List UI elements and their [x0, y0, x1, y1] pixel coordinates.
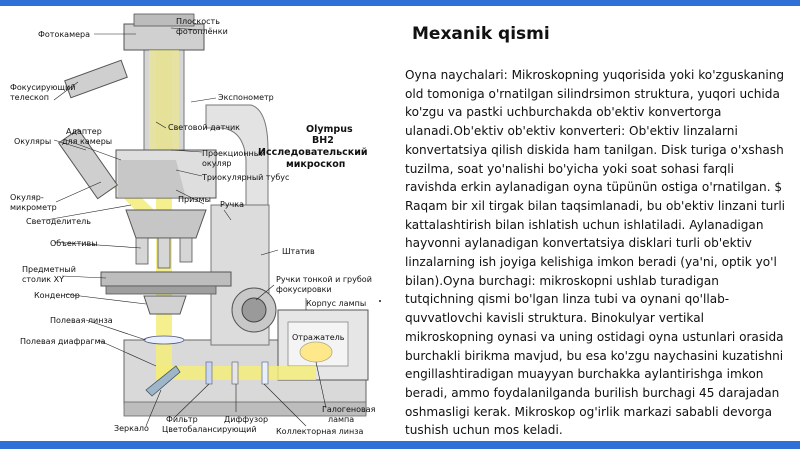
label-collector: Коллекторная линза	[276, 427, 364, 436]
label-focus-tele-1: Фокусирующий	[10, 83, 76, 92]
label-adapter-1: Адаптер	[66, 127, 102, 136]
objective	[136, 238, 148, 264]
top-accent-bar	[0, 0, 800, 6]
label-condenser: Конденсор	[34, 291, 80, 300]
microscope-diagram	[6, 10, 390, 440]
label-prisms: Призмы	[178, 195, 211, 204]
label-halogen-1: Галогеновая	[322, 405, 376, 414]
label-handle: Ручка	[220, 200, 245, 209]
label-stage-1: Предметный	[22, 265, 76, 274]
label-halogen-2: лампа	[328, 415, 355, 424]
label-eye-micro-1: Окуляр-	[10, 193, 44, 202]
label-proj-eyepiece-2: окуляр	[202, 159, 232, 168]
slide-body-text: Oyna naychalari: Mikroskopning yuqorisida yoki ko'zguskaning old tomoniga o'rnatilgan silindrsimon struktura, yuqori uchida ko'zgu va pastki uchburchakda ob'ektiv konvertorga ulanadi.Ob'ektiv ob'ektiv konverteri: Ob'ektiv linzalarni konvertatsiya qilish diskida ham tanilgan. Disk turiga o'xshash tuzilma, soat yo'nalishi bo'yicha yoki soat sohasi farqli ravishda erkin aylanadigan oyna tüpünün ostiga o'rnatilgan. $ Raqam bir xil tirgak bilan taqsimlanadi, bu ob'ektiv linzani turli kattalashtirish bilan ishlatish uchun ishlatiladi. Aylanadigan hayvonni aylanadigan konvertatsiya disklari turli ob'ektiv linzalarning ish joyiga kelishiga imkon beradi (ya'ni, optik yo'l bilan).Oyna burchagi: mikroskopni ushlab turadigan tutqichning qismi bo'lgan linza tubi va oynani qo'llab-quvvatlovchi kavisli struktura. Binokulyar vertikal mikroskopning oynasi va uning ostidagi oyna ustunlari orasida burchakli birikma mavjud, bu esa ko'zgu naychasini kuzatishni engillashtiradigan muayyan burchakka aylantirishga imkon beradi, ammo foydalanilganda burilish burchagi 45 darajadan oshmasligi kerak. Mikroskop og'irlik markazi sababli devorga tushish uchun mos keladi.	[405, 68, 786, 438]
label-splitter: Светоделитель	[26, 217, 91, 226]
label-filter-1: Фильтр	[166, 415, 198, 424]
label-filter-2: Цветобалансирующий	[162, 425, 257, 434]
label-film-plane-1: Плоскость	[176, 17, 220, 26]
label-film-plane-2: фотоплёнки	[176, 27, 228, 36]
label-proj-eyepiece-1: Проекционный	[202, 149, 266, 158]
focusing-telescope	[65, 60, 128, 97]
field-lens	[144, 336, 184, 344]
label-field-lens: Полевая линза	[50, 316, 113, 325]
figure-title-3: Исследовательский	[258, 147, 368, 158]
label-lamp-housing: Корпус лампы	[306, 299, 367, 308]
label-trinocular: Триокулярный тубус	[202, 173, 290, 182]
nosepiece	[126, 210, 206, 238]
bottom-accent-bar	[0, 441, 800, 449]
label-focus-tele-2: телескоп	[10, 93, 49, 102]
decorative-dot	[379, 300, 381, 302]
label-stand: Штатив	[282, 247, 315, 256]
xy-stage	[101, 272, 231, 286]
label-field-diaphragm: Полевая диафрагма	[20, 337, 106, 346]
label-camera: Фотокамера	[38, 30, 91, 39]
label-knobs-2: фокусировки	[276, 285, 332, 294]
figure-title-4: микроскоп	[286, 159, 346, 170]
label-objectives: Объективы	[50, 239, 98, 248]
label-light-sensor: Световой датчик	[168, 123, 240, 132]
label-eye-micro-2: микрометр	[10, 203, 57, 212]
label-stage-2: столик XY	[22, 275, 65, 284]
label-knobs-1: Ручки тонкой и грубой	[276, 275, 372, 284]
figure-title-2: BH2	[312, 135, 334, 146]
label-exposimeter: Экспонометр	[218, 93, 274, 102]
label-reflector: Отражатель	[292, 333, 345, 342]
figure-title-1: Olympus	[306, 124, 353, 135]
label-mirror: Зеркало	[114, 424, 149, 433]
condenser	[144, 296, 186, 314]
label-diffuser: Диффузор	[224, 415, 269, 424]
label-adapter-2: для камеры	[62, 137, 113, 146]
halogen-lamp	[300, 342, 332, 362]
slide-title: Mexanik qismi	[412, 24, 550, 44]
label-eyepieces: Окуляры	[14, 137, 52, 146]
